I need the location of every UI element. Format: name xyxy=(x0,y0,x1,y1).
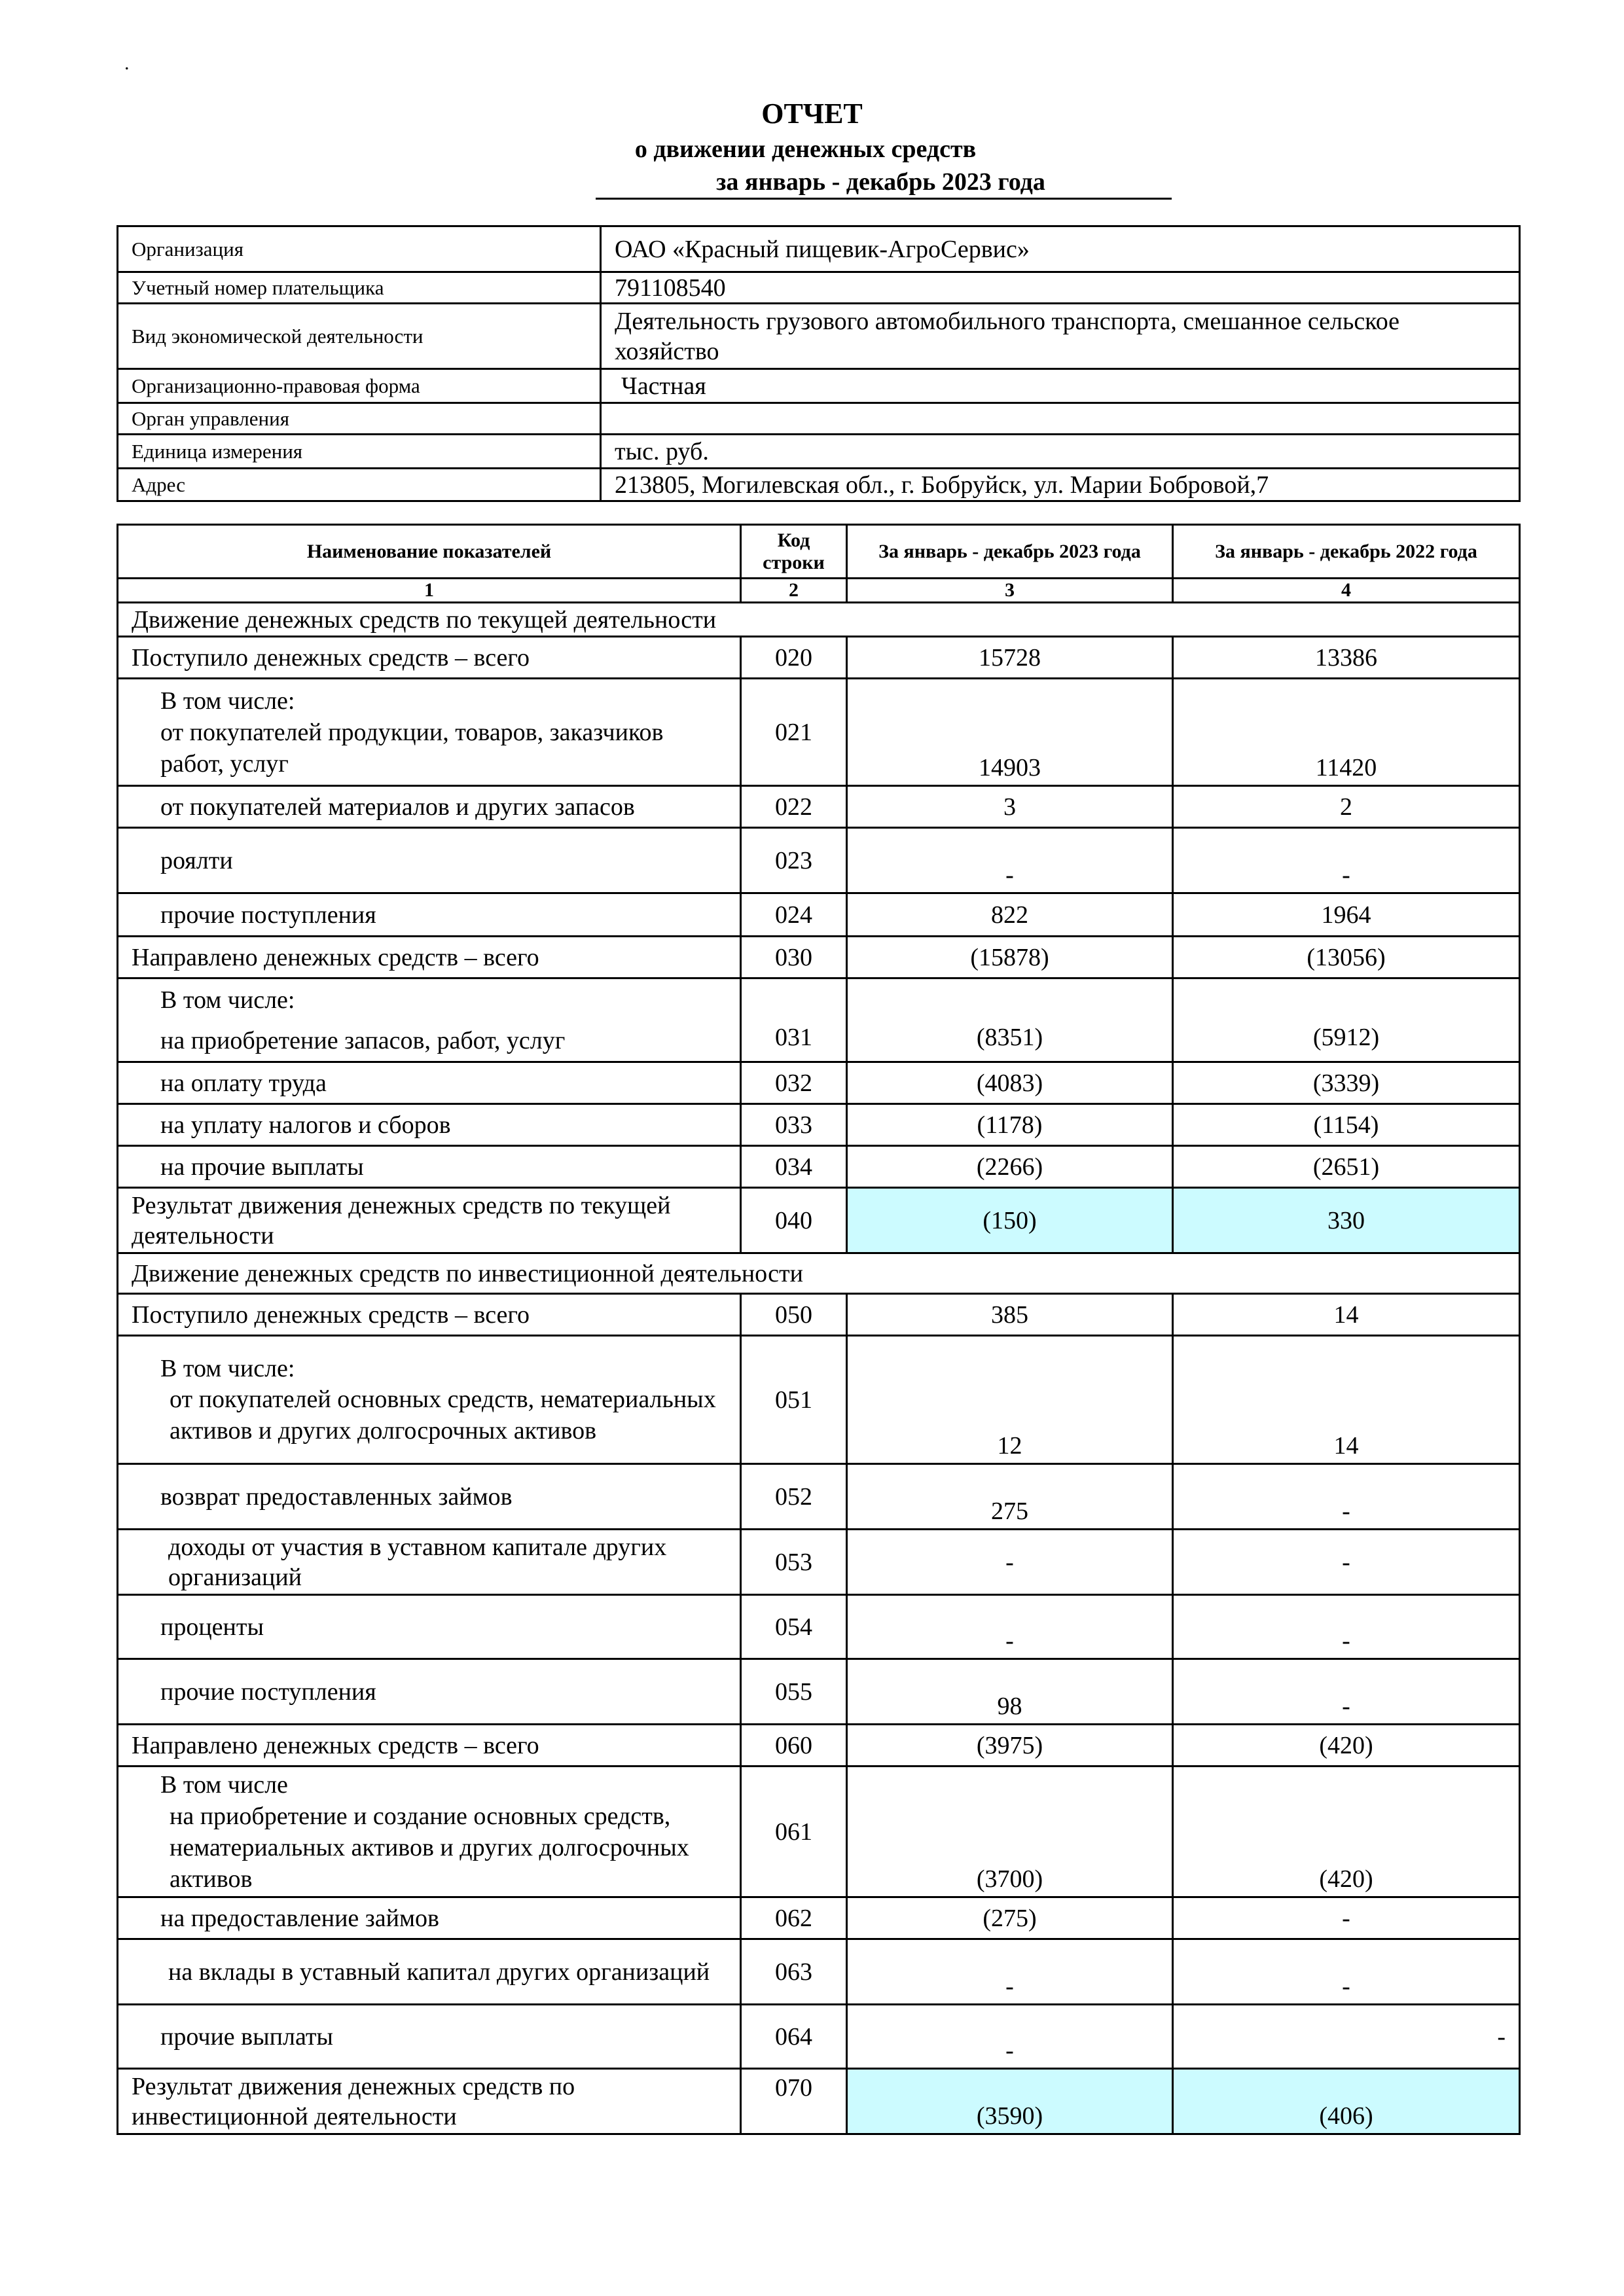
value-2022: (13056) xyxy=(1173,937,1520,978)
value-2022: 2 xyxy=(1173,786,1520,828)
value-2022: 11420 xyxy=(1173,679,1520,786)
row-code: 030 xyxy=(741,937,847,978)
info-label: Орган управления xyxy=(118,403,601,435)
row-name: Поступило денежных средств – всего xyxy=(118,1294,741,1336)
section-investing-row xyxy=(118,1253,1520,1294)
value-2023: (4083) xyxy=(847,1062,1173,1104)
value-2023: (275) xyxy=(847,1897,1173,1939)
row-name: проценты xyxy=(118,1595,741,1659)
table-row xyxy=(118,786,1520,828)
row-name: прочие поступления xyxy=(118,893,741,937)
table-row xyxy=(118,1104,1520,1146)
value-2022: 1964 xyxy=(1173,893,1520,937)
row-prefix: В том числе: xyxy=(160,1354,295,1382)
table-row xyxy=(118,1595,1520,1659)
row-name-cell xyxy=(118,1767,741,1897)
table-row xyxy=(118,978,1520,1062)
table-row xyxy=(118,1188,1520,1253)
row-code: 063 xyxy=(741,1939,847,2005)
row-code: 040 xyxy=(741,1188,847,1253)
info-value: Деятельность грузового автомобильного транспорта, смешанное сельское хозяйство xyxy=(601,304,1520,369)
value-2023: 15728 xyxy=(847,637,1173,679)
value-2023: 822 xyxy=(847,893,1173,937)
info-value: ОАО «Красный пищевик-АгроСервис» xyxy=(601,226,1520,272)
header-2022: За январь - декабрь 2022 года xyxy=(1173,525,1520,579)
row-code: 051 xyxy=(741,1336,847,1464)
period-underline xyxy=(596,198,1172,200)
row-name-cell xyxy=(118,679,741,786)
table-row xyxy=(118,679,1520,786)
value-2023: - xyxy=(847,1595,1173,1659)
organization-info-table xyxy=(117,225,1521,502)
report-title: ОТЧЕТ xyxy=(761,98,863,130)
row-name: от покупателей основных средств, нематериальных активов и других долгосрочных активов xyxy=(170,1385,716,1444)
value-2023: (1178) xyxy=(847,1104,1173,1146)
table-row xyxy=(118,1062,1520,1104)
value-2022: 14 xyxy=(1173,1294,1520,1336)
header-2023: За январь - декабрь 2023 года xyxy=(847,525,1173,579)
info-label: Вид экономической деятельности xyxy=(118,304,601,369)
table-row xyxy=(118,1767,1520,1897)
column-number: 3 xyxy=(847,579,1173,603)
row-code: 054 xyxy=(741,1595,847,1659)
row-name: Направлено денежных средств – всего xyxy=(118,937,741,978)
header-name: Наименование показателей xyxy=(118,525,741,579)
value-2022: - xyxy=(1173,1530,1520,1595)
table-row xyxy=(118,1725,1520,1767)
value-2023: 14903 xyxy=(847,679,1173,786)
value-2022: 13386 xyxy=(1173,637,1520,679)
cash-flow-table xyxy=(117,524,1521,2135)
row-code: 064 xyxy=(741,2005,847,2069)
row-code: 060 xyxy=(741,1725,847,1767)
table-row xyxy=(118,1336,1520,1464)
info-value xyxy=(601,403,1520,435)
value-2022: 330 xyxy=(1173,1188,1520,1253)
column-number: 1 xyxy=(118,579,741,603)
value-2022: - xyxy=(1173,1897,1520,1939)
value-2023: - xyxy=(847,1939,1173,2005)
value-2023: (2266) xyxy=(847,1146,1173,1188)
info-label: Единица измерения xyxy=(118,435,601,469)
value-2022: (2651) xyxy=(1173,1146,1520,1188)
row-name: прочие поступления xyxy=(118,1659,741,1725)
row-name-cell xyxy=(118,978,741,1062)
row-code: 033 xyxy=(741,1104,847,1146)
table-row xyxy=(118,937,1520,978)
value-2022: - xyxy=(1173,1659,1520,1725)
value-2022: 14 xyxy=(1173,1336,1520,1464)
value-2023: - xyxy=(847,2005,1173,2069)
info-row-organization xyxy=(118,226,1520,272)
table-row xyxy=(118,2069,1520,2134)
info-label: Организационно-правовая форма xyxy=(118,369,601,403)
value-2023: 98 xyxy=(847,1659,1173,1725)
row-code: 032 xyxy=(741,1062,847,1104)
row-code: 050 xyxy=(741,1294,847,1336)
row-name-cell xyxy=(118,1336,741,1464)
info-label: Адрес xyxy=(118,469,601,501)
row-name: прочие выплаты xyxy=(118,2005,741,2069)
header-code: Код строки xyxy=(741,525,847,579)
value-2022: (3339) xyxy=(1173,1062,1520,1104)
value-2022: - xyxy=(1173,2005,1520,2069)
row-code: 023 xyxy=(741,828,847,893)
table-row xyxy=(118,637,1520,679)
value-2022: - xyxy=(1173,1464,1520,1530)
value-2023: (3975) xyxy=(847,1725,1173,1767)
row-prefix: В том числе: xyxy=(160,986,295,1014)
row-name: на предоставление займов xyxy=(118,1897,741,1939)
table-row xyxy=(118,1897,1520,1939)
info-row-management xyxy=(118,403,1520,435)
value-2023: 12 xyxy=(847,1336,1173,1464)
table-row xyxy=(118,1530,1520,1595)
value-2023: (150) xyxy=(847,1188,1173,1253)
value-2022: (5912) xyxy=(1173,978,1520,1062)
table-row xyxy=(118,1464,1520,1530)
report-subtitle: о движении денежных средств xyxy=(634,135,977,163)
row-name: на оплату труда xyxy=(118,1062,741,1104)
section-operating-row xyxy=(118,603,1520,637)
row-name: роялти xyxy=(118,828,741,893)
info-value: Частная xyxy=(601,369,1520,403)
value-2022: (406) xyxy=(1173,2069,1520,2134)
row-code: 062 xyxy=(741,1897,847,1939)
row-code: 021 xyxy=(741,679,847,786)
value-2023: (8351) xyxy=(847,978,1173,1062)
section-title: Движение денежных средств по текущей деятельности xyxy=(118,603,1520,637)
row-prefix: В том числе xyxy=(160,1770,288,1799)
info-value: тыс. руб. xyxy=(601,435,1520,469)
info-row-legal-form xyxy=(118,369,1520,403)
table-header-row xyxy=(118,525,1520,579)
value-2022: (420) xyxy=(1173,1767,1520,1897)
row-name: от покупателей материалов и других запасов xyxy=(118,786,741,828)
table-row xyxy=(118,1146,1520,1188)
row-name: возврат предоставленных займов xyxy=(118,1464,741,1530)
info-value: 213805, Могилевская обл., г. Бобруйск, ул. Марии Бобровой,7 xyxy=(601,469,1520,501)
row-name: Результат движения денежных средств по текущей деятельности xyxy=(118,1188,741,1253)
table-row xyxy=(118,1939,1520,2005)
row-code: 034 xyxy=(741,1146,847,1188)
value-2023: 275 xyxy=(847,1464,1173,1530)
value-2022: (420) xyxy=(1173,1725,1520,1767)
row-name: Поступило денежных средств – всего xyxy=(118,637,741,679)
row-code: 055 xyxy=(741,1659,847,1725)
report-period: за январь - декабрь 2023 года xyxy=(716,168,1045,196)
row-code: 070 xyxy=(741,2069,847,2134)
row-name: на приобретение и создание основных средств, нематериальных активов и других долгосрочных активов xyxy=(170,1802,689,1893)
info-label: Организация xyxy=(118,226,601,272)
value-2023: 3 xyxy=(847,786,1173,828)
row-code: 052 xyxy=(741,1464,847,1530)
info-row-activity xyxy=(118,304,1520,369)
value-2022: (1154) xyxy=(1173,1104,1520,1146)
value-2023: - xyxy=(847,828,1173,893)
table-row xyxy=(118,2005,1520,2069)
info-row-address xyxy=(118,469,1520,501)
info-value: 791108540 xyxy=(601,272,1520,304)
info-row-unit xyxy=(118,435,1520,469)
row-code: 053 xyxy=(741,1530,847,1595)
row-name: от покупателей продукции, товаров, заказчиков работ, услуг xyxy=(160,718,664,778)
row-code: 020 xyxy=(741,637,847,679)
value-2023: (3700) xyxy=(847,1767,1173,1897)
row-name: доходы от участия в уставном капитале других организаций xyxy=(118,1530,741,1595)
table-row xyxy=(118,1294,1520,1336)
info-label: Учетный номер плательщика xyxy=(118,272,601,304)
row-name: на уплату налогов и сборов xyxy=(118,1104,741,1146)
value-2023: 385 xyxy=(847,1294,1173,1336)
value-2022: - xyxy=(1173,1595,1520,1659)
value-2022: - xyxy=(1173,828,1520,893)
info-row-account-number xyxy=(118,272,1520,304)
column-number: 2 xyxy=(741,579,847,603)
value-2023: (15878) xyxy=(847,937,1173,978)
row-name: на вклады в уставный капитал других организаций xyxy=(118,1939,741,2005)
row-name: на приобретение запасов, работ, услуг xyxy=(160,1026,566,1054)
row-code: 022 xyxy=(741,786,847,828)
row-code: 024 xyxy=(741,893,847,937)
section-title: Движение денежных средств по инвестиционной деятельности xyxy=(118,1253,1520,1294)
row-name: на прочие выплаты xyxy=(118,1146,741,1188)
table-row xyxy=(118,1659,1520,1725)
column-number: 4 xyxy=(1173,579,1520,603)
value-2022: - xyxy=(1173,1939,1520,2005)
table-row xyxy=(118,828,1520,893)
column-numbers-row xyxy=(118,579,1520,603)
row-name: Результат движения денежных средств по инвестиционной деятельности xyxy=(118,2069,741,2134)
scan-dot: . xyxy=(124,52,130,74)
row-name: Направлено денежных средств – всего xyxy=(118,1725,741,1767)
table-row xyxy=(118,893,1520,937)
row-prefix: В том числе: xyxy=(160,687,295,715)
row-code: 061 xyxy=(741,1767,847,1897)
row-code: 031 xyxy=(741,978,847,1062)
value-2023: (3590) xyxy=(847,2069,1173,2134)
value-2023: - xyxy=(847,1530,1173,1595)
